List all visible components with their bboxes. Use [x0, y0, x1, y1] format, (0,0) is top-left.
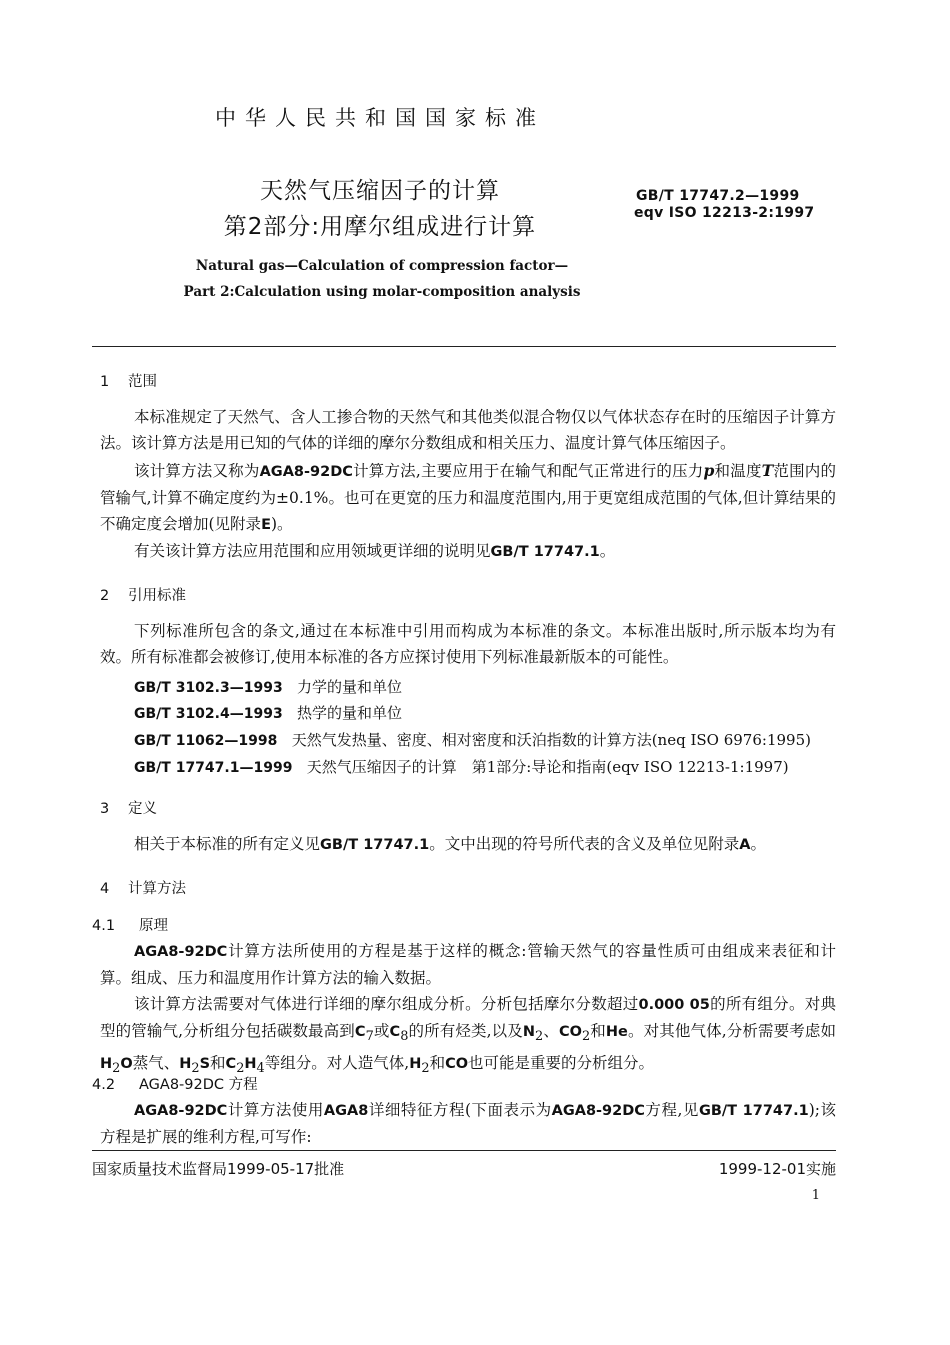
- subsection-4-2-heading: [92, 1073, 258, 1094]
- section-3-paragraph-1: 相关于本标准的所有定义见GB/T 17747.1。文中出现的符号所代表的含义及单位见附录A。: [134, 835, 767, 853]
- subsection-4-2-title: AGA8-92DC 方程: [139, 1077, 258, 1093]
- reference-item: GB/T 3102.3—1993 力学的量和单位: [134, 678, 403, 696]
- section-1-heading: [100, 370, 157, 391]
- national-standard-heading: 中华人民共和国国家标准: [215, 106, 545, 130]
- section-4-number: 4: [100, 881, 110, 897]
- section-1-paragraph-1: 本标准规定了天然气、含人工掺合物的天然气和其他类似混合物仅以气体状态存在时的压缩因子计算方法。该计算方法是用已知的气体的详细的摩尔分数组成和相关压力、温度计算气体压缩因子。: [100, 408, 836, 452]
- subsection-4-1-paragraph-1: AGA8-92DC计算方法所使用的方程是基于这样的概念:管输天然气的容量性质可由组成来表征和计算。组成、压力和温度用作计算方法的输入数据。: [100, 942, 836, 987]
- section-1-number: 1: [100, 374, 110, 390]
- subsection-4-2-paragraph-1: AGA8-92DC计算方法使用AGA8详细特征方程(下面表示为AGA8-92DC方程,见GB/T 17747.1);该方程是扩展的维利方程,可写作:: [100, 1101, 836, 1146]
- header-divider: [92, 346, 836, 347]
- reference-item: GB/T 3102.4—1993 热学的量和单位: [134, 704, 403, 722]
- section-1-title: 范围: [128, 374, 157, 390]
- title-en-line1: Natural gas—Calculation of compression factor—: [195, 258, 569, 274]
- subsection-4-1-heading: [92, 914, 168, 935]
- section-1-paragraph-2: 该计算方法又称为AGA8-92DC计算方法,主要应用于在输气和配气正常进行的压力p和温度T范围内的管输气,计算不确定度约为±0.1%。也可在更宽的压力和温度范围内,用于更宽组成范围的气体,但计算结果的不确定度会增加(见附录E)。: [100, 461, 836, 533]
- section-3-heading: [100, 797, 157, 818]
- standard-code: GB/T 17747.2—1999: [636, 188, 800, 204]
- section-4-heading: [100, 877, 186, 898]
- approval-line: 国家质量技术监督局1999-05-17批准: [92, 1160, 345, 1178]
- reference-item: GB/T 11062—1998 天然气发热量、密度、相对密度和沃泊指数的计算方法(neq ISO 6976:1995): [134, 731, 811, 749]
- footer-divider: [92, 1150, 836, 1151]
- reference-item: GB/T 17747.1—1999 天然气压缩因子的计算 第1部分:导论和指南(eqv ISO 12213-1:1997): [134, 758, 789, 776]
- section-2-paragraph-1: 下列标准所包含的条文,通过在本标准中引用而构成为本标准的条文。本标准出版时,所示版本均为有效。所有标准都会被修订,使用本标准的各方应探讨使用下列标准最新版本的可能性。: [100, 622, 836, 666]
- subsection-4-1-title: 原理: [139, 918, 168, 934]
- section-3-title: 定义: [128, 801, 157, 817]
- section-3-number: 3: [100, 801, 110, 817]
- title-en-line2: Part 2:Calculation using molar-composition analysis: [183, 284, 581, 300]
- subsection-4-2-number: 4.2: [92, 1077, 116, 1093]
- section-2-number: 2: [100, 588, 110, 604]
- effective-date: 1999-12-01实施: [718, 1160, 836, 1178]
- page-number: 1: [811, 1188, 820, 1203]
- section-4-title: 计算方法: [128, 881, 186, 897]
- section-2-heading: [100, 584, 186, 605]
- equivalent-code: eqv ISO 12213-2:1997: [634, 205, 815, 221]
- section-1-paragraph-3: 有关该计算方法应用范围和应用领域更详细的说明见GB/T 17747.1。: [134, 542, 616, 560]
- title-cn-line1: 天然气压缩因子的计算: [260, 178, 500, 204]
- section-2-title: 引用标准: [128, 588, 186, 604]
- title-cn-line2: 第2部分:用摩尔组成进行计算: [223, 214, 537, 240]
- subsection-4-1-number: 4.1: [92, 918, 116, 934]
- subsection-4-1-paragraph-2: 该计算方法需要对气体进行详细的摩尔组成分析。分析包括摩尔分数超过0.000 05的所有组分。对典型的管输气,分析组分包括碳数最高到$C_7$或$C_8$的所有烃类,以及$N_2$、$CO_2$和He。对其他气体,分析需要考虑如$H_2O$蒸气、$H_2S$和$C_2H_4$等组分。对人造气体$,H_2$和CO也可能是重要的分析组分。: [100, 995, 836, 1077]
